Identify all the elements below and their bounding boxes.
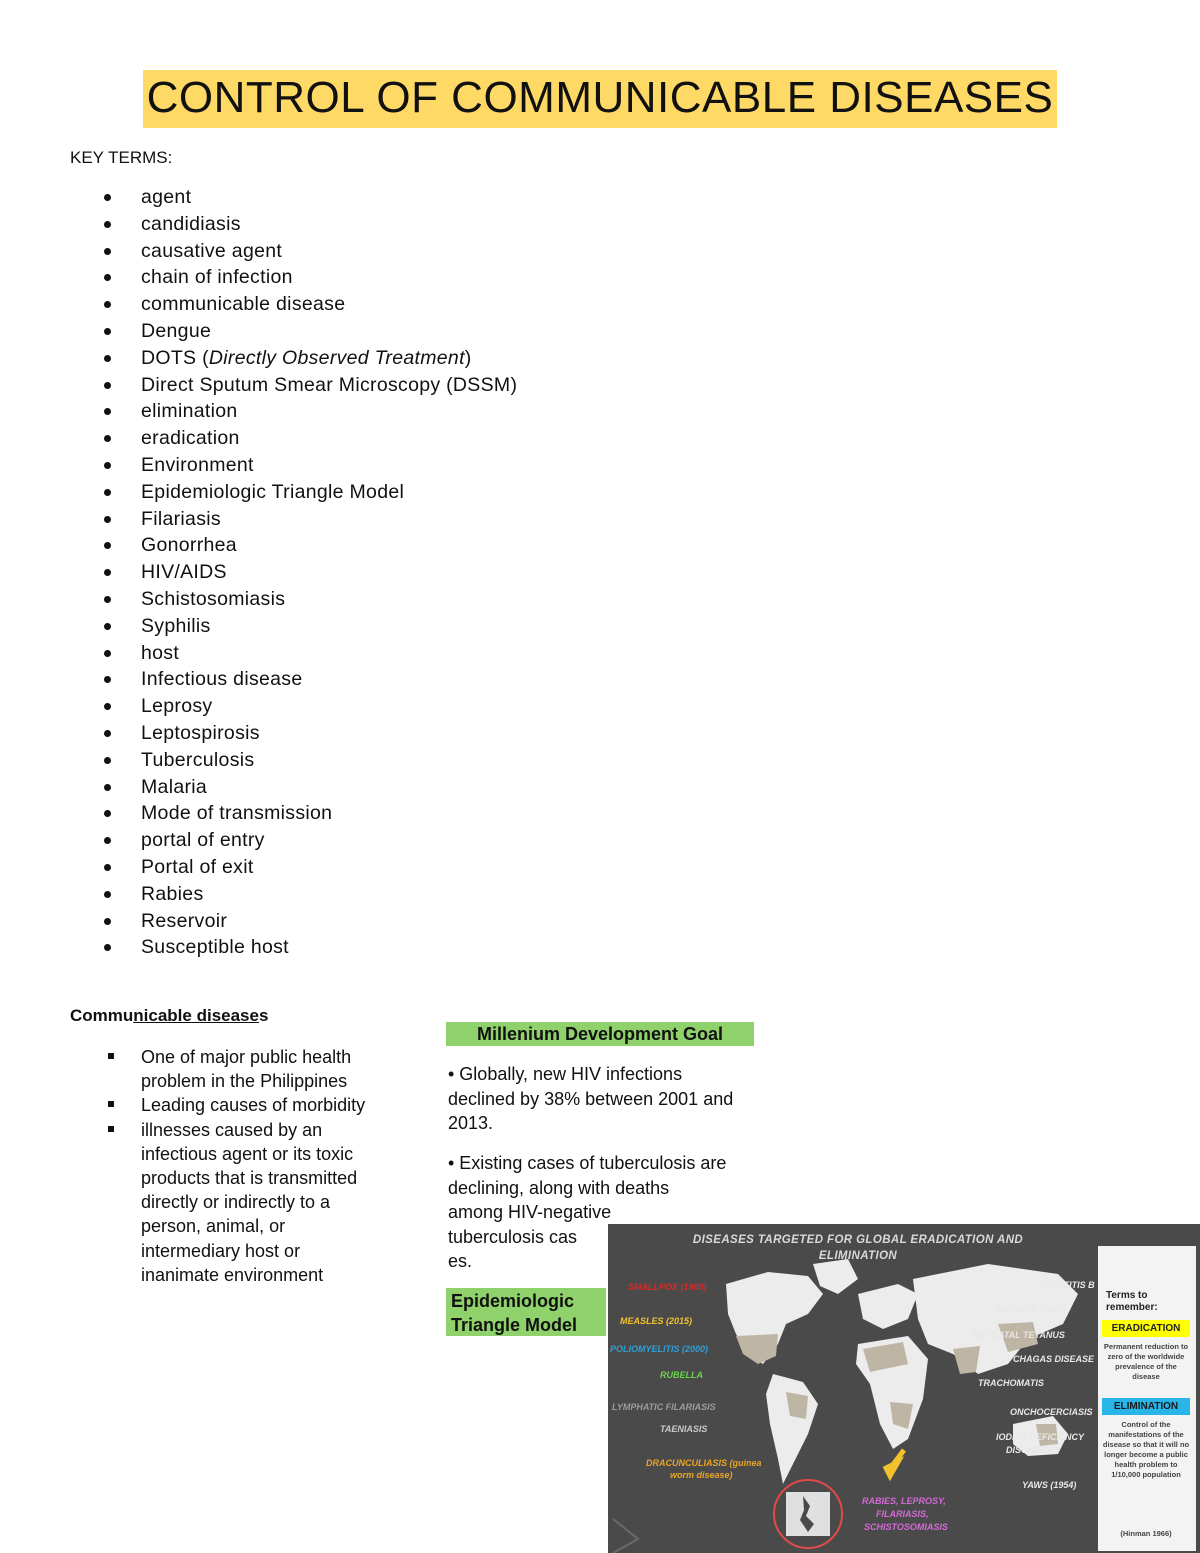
- title-wrap: [0, 70, 1200, 128]
- bullet-icon: [104, 382, 111, 389]
- key-term-text: Epidemiologic Triangle Model: [141, 480, 405, 503]
- key-term-item: [100, 532, 517, 559]
- disease-label: worm disease): [670, 1470, 733, 1480]
- square-bullet-icon: [108, 1126, 114, 1132]
- key-term-item: [100, 908, 517, 935]
- disease-label: IODINE DEFICIENCY: [996, 1432, 1085, 1442]
- key-term-text: Tuberculosis: [141, 748, 255, 771]
- mdg-p2-line: • Existing cases of tuberculosis are: [448, 1153, 727, 1173]
- bullet-icon: [104, 676, 111, 683]
- eradication-definition: Permanent reduction to zero of the worldwide prevalence of the disease: [1103, 1342, 1189, 1381]
- key-term-item: [100, 854, 517, 881]
- bullet-icon: [104, 810, 111, 817]
- key-term-item: [100, 693, 517, 720]
- disease-label: MALARIA (1955): [996, 1305, 1066, 1315]
- bullet-icon: [104, 569, 111, 576]
- disease-label: TRACHOMATIS: [978, 1378, 1044, 1388]
- key-term-text: Portal of exit: [141, 855, 254, 878]
- bullet-icon: [104, 489, 111, 496]
- key-term-text: Gonorrhea: [141, 534, 237, 557]
- disease-label: HEPATITIS B: [1040, 1280, 1095, 1290]
- disease-label: RABIES, LEPROSY,: [862, 1496, 946, 1506]
- terms-note-card: [1098, 1246, 1196, 1551]
- key-term-text: Reservoir: [141, 909, 228, 932]
- key-term-text: candidiasis: [141, 212, 241, 235]
- disease-label: SCHISTOSOMIASIS: [864, 1522, 948, 1532]
- disease-label: MEASLES (2015): [620, 1316, 693, 1326]
- key-term-text: DOTS (Directly Observed Treatment): [141, 346, 472, 369]
- greenland-shape: [813, 1259, 858, 1294]
- disease-label: DRACUNCULIASIS (guinea: [646, 1458, 762, 1468]
- key-term-item: [100, 666, 517, 693]
- key-term-italic: Directly Observed Treatment: [208, 346, 465, 369]
- disease-label: YAWS (1954): [1022, 1480, 1077, 1490]
- yellow-arrow-icon: [886, 1450, 904, 1476]
- note-source: (Hinman 1966): [1120, 1529, 1172, 1538]
- key-term-text: Mode of transmission: [141, 802, 333, 825]
- bullet-icon: [104, 248, 111, 255]
- list-item: [108, 1093, 368, 1117]
- key-term-text: host: [141, 641, 180, 664]
- disease-label: CHAGAS DISEASE: [1013, 1354, 1095, 1364]
- key-term-item: [100, 613, 517, 640]
- mdg-p2-line: tuberculosis cas: [448, 1226, 578, 1247]
- heading-part-c: s: [258, 1006, 269, 1025]
- key-term-text: eradication: [141, 427, 240, 450]
- note-title-line: remember:: [1106, 1302, 1158, 1313]
- list-item: [108, 1118, 368, 1287]
- key-term-text: Leprosy: [141, 695, 213, 718]
- bullet-icon: [104, 918, 111, 925]
- bullet-icon: [104, 944, 111, 951]
- elimination-definition: Control of the manifestations of the disease so that it will no longer become a public health problem to 1/10,000 population: [1102, 1420, 1190, 1479]
- bullet-icon: [104, 408, 111, 415]
- bullet-icon: [104, 221, 111, 228]
- key-term-item: [100, 211, 517, 238]
- key-term-text: Susceptible host: [141, 936, 289, 959]
- key-term-item: [100, 479, 517, 506]
- eradication-label: ERADICATION: [1102, 1320, 1190, 1337]
- bullet-icon: [104, 864, 111, 871]
- key-term-item: [100, 425, 517, 452]
- bullet-icon: [104, 650, 111, 657]
- etm-line-1: Epidemiologic: [451, 1291, 575, 1311]
- bullet-icon: [104, 542, 111, 549]
- key-term-text: Filariasis: [141, 507, 221, 530]
- bullet-icon: [104, 301, 111, 308]
- heading-part-b: nicable disease: [133, 1006, 259, 1025]
- india-highlight-shape: [953, 1346, 980, 1374]
- south-america-shape: [766, 1374, 818, 1484]
- key-term-text: elimination: [141, 400, 238, 423]
- key-term-item: [100, 747, 517, 774]
- key-term-text: causative agent: [141, 239, 283, 262]
- key-term-item: [100, 238, 517, 265]
- communicable-diseases-heading: [70, 1006, 268, 1026]
- chevron-right-icon: [613, 1519, 638, 1553]
- bullet-icon: [104, 730, 111, 737]
- key-term-item: [100, 506, 517, 533]
- bullet-icon: [104, 355, 111, 362]
- key-term-text: Leptospirosis: [141, 721, 260, 744]
- disease-label: DISORDERS: [1006, 1445, 1060, 1455]
- key-term-item: [100, 827, 517, 854]
- bullet-icon: [104, 837, 111, 844]
- bullet-icon: [104, 274, 111, 281]
- key-term-item: [100, 452, 517, 479]
- infographic-title-line: DISEASES TARGETED FOR GLOBAL ERADICATION AND: [692, 1234, 1024, 1246]
- etm-line-2: Triangle Model: [451, 1315, 578, 1335]
- list-item-text: illnesses caused by an infectious agent or its toxic products that is transmitted directly or indirectly to a person, animal, or intermediary host or inanimate environment: [141, 1119, 358, 1285]
- mdg-p2-line: declining, along with deaths: [448, 1177, 670, 1198]
- key-term-item: [100, 398, 517, 425]
- key-term-text: Environment: [141, 453, 254, 476]
- key-term-item: [100, 345, 517, 372]
- disease-label: RUBELLA: [660, 1370, 703, 1380]
- list-item: [108, 1045, 368, 1093]
- key-terms-label: KEY TERMS:: [70, 148, 173, 167]
- key-term-text: portal of entry: [141, 829, 265, 852]
- bullet-icon: [104, 757, 111, 764]
- key-term-item: [100, 318, 517, 345]
- key-term-text: Dengue: [141, 319, 212, 342]
- key-term-text: Rabies: [141, 882, 204, 905]
- key-term-text: Malaria: [141, 775, 208, 798]
- mdg-p2-line: among HIV-negative: [448, 1202, 612, 1222]
- key-term-item: [100, 720, 517, 747]
- square-bullet-icon: [108, 1053, 114, 1059]
- disease-label: TAENIASIS: [660, 1424, 708, 1434]
- key-terms-list: [100, 184, 517, 961]
- heading-part-a: Commu: [70, 1006, 134, 1025]
- bullet-icon: [104, 623, 111, 630]
- communicable-diseases-list: [108, 1045, 368, 1287]
- mdg-p2-line: es.: [448, 1251, 473, 1271]
- key-term-text: agent: [141, 186, 192, 208]
- epidemiologic-triangle-heading: [446, 1288, 606, 1336]
- key-term-item: [100, 184, 517, 211]
- bullet-icon: [104, 784, 111, 791]
- key-term-item: [100, 934, 517, 961]
- key-term-item: [100, 800, 517, 827]
- elimination-label: ELIMINATION: [1102, 1398, 1190, 1415]
- disease-label: ONCHOCERCIASIS: [1010, 1407, 1093, 1417]
- bullet-icon: [104, 435, 111, 442]
- disease-label: NEONATAL TETANUS: [972, 1330, 1065, 1340]
- usa-highlight-shape: [736, 1334, 778, 1364]
- key-term-text: Schistosomiasis: [141, 587, 286, 610]
- key-term-item: [100, 559, 517, 586]
- key-term-text: HIV/AIDS: [141, 561, 227, 584]
- mdg-heading: Millenium Development Goal: [446, 1022, 754, 1046]
- bullet-icon: [104, 328, 111, 335]
- mdg-paragraph-1: • Globally, new HIV infections declined by 38% between 2001 and 2013.: [448, 1064, 734, 1133]
- disease-label: SMALLPOX (1980): [628, 1282, 707, 1292]
- list-item-text: Leading causes of morbidity: [141, 1095, 366, 1116]
- key-term-item: [100, 291, 517, 318]
- infographic-title: [608, 1232, 1108, 1264]
- disease-label: POLIOMYELITIS (2000): [610, 1344, 709, 1354]
- disease-label: FILARIASIS,: [876, 1509, 929, 1519]
- bullet-icon: [104, 194, 111, 201]
- key-term-item: [100, 881, 517, 908]
- infographic-title-line: ELIMINATION: [818, 1250, 898, 1262]
- note-title-line: Terms to: [1106, 1290, 1148, 1301]
- square-bullet-icon: [108, 1101, 114, 1107]
- key-term-item: [100, 640, 517, 667]
- key-term-text: communicable disease: [141, 293, 346, 316]
- disease-label: LYMPHATIC FILARIASIS: [612, 1402, 716, 1412]
- key-term-item: [100, 264, 517, 291]
- key-term-text: Syphilis: [141, 614, 211, 637]
- bullet-icon: [104, 516, 111, 523]
- bullet-icon: [104, 596, 111, 603]
- bullet-icon: [104, 703, 111, 710]
- key-term-text: Infectious disease: [141, 668, 303, 691]
- key-term-item: [100, 586, 517, 613]
- eradication-infographic: [608, 1224, 1200, 1553]
- europe-shape: [858, 1284, 918, 1329]
- page-title: CONTROL OF COMMUNICABLE DISEASES: [143, 70, 1058, 128]
- key-term-text: Direct Sputum Smear Microscopy (DSSM): [141, 373, 518, 396]
- note-title: [1106, 1290, 1158, 1314]
- list-item-text: One of major public health problem in the Philippines: [141, 1047, 352, 1092]
- key-term-text: chain of infection: [141, 266, 293, 289]
- bullet-icon: [104, 462, 111, 469]
- key-term-item: [100, 774, 517, 801]
- bullet-icon: [104, 891, 111, 898]
- key-term-item: [100, 372, 517, 399]
